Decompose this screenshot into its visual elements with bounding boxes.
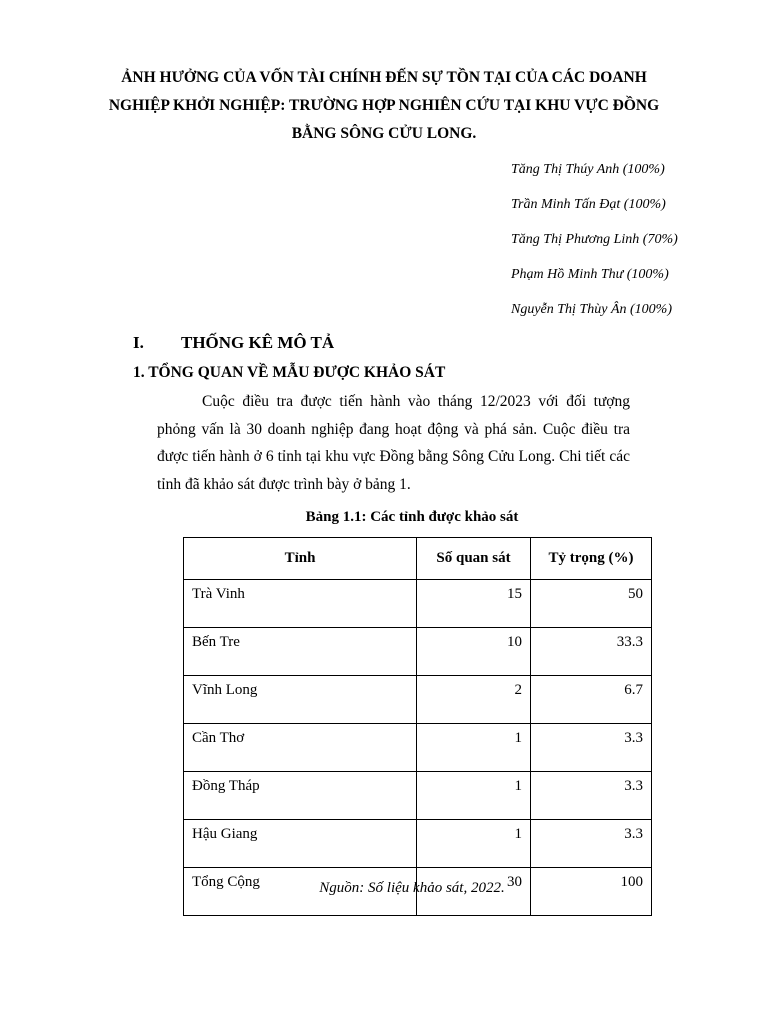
table-row: [184, 724, 652, 772]
cell-observations: 1: [417, 772, 531, 820]
table-row: [184, 676, 652, 724]
body-paragraph: Cuộc điều tra được tiến hành vào tháng 12/2023 với đối tượng phỏng vấn là 30 doanh nghiệp đang hoạt động và phá sản. Cuộc điều tra được tiến hành ở 6 tỉnh tại khu vực Đồng bằng Sông Cửu Long. Chi tiết các tỉnh đã khảo sát được trình bày ở bảng 1.: [157, 393, 630, 493]
table-row: [184, 820, 652, 868]
cell-observations: 2: [417, 676, 531, 724]
cell-province: Cần Thơ: [184, 724, 417, 772]
author-name: Trần Minh Tấn Đạt (100%): [511, 197, 666, 212]
section-number: I.: [133, 333, 144, 352]
cell-share: 50: [531, 580, 652, 628]
table-source-note: Nguồn: Số liệu khảo sát, 2022.: [319, 880, 505, 896]
subsection-heading: 1. TỔNG QUAN VỀ MẪU ĐƯỢC KHẢO SÁT: [133, 364, 446, 381]
section-heading: [133, 333, 334, 353]
document-title: ẢNH HƯỞNG CỦA VỐN TÀI CHÍNH ĐẾN SỰ TỒN TẠI CỦA CÁC DOANH NGHIỆP KHỞI NGHIỆP: TRƯỜNG HỢP NGHIÊN CỨU TẠI KHU VỰC ĐỒNG BẰNG SÔNG CỬU LONG.: [108, 69, 660, 142]
cell-share: 100: [531, 868, 652, 916]
column-header-share: Tỷ trọng (%): [531, 538, 652, 580]
table-header-row: [184, 538, 652, 580]
author-list: [511, 156, 678, 331]
cell-share: 33.3: [531, 628, 652, 676]
cell-observations: 15: [417, 580, 531, 628]
survey-table: [183, 537, 652, 916]
cell-province: Vĩnh Long: [184, 676, 417, 724]
cell-province: Trà Vinh: [184, 580, 417, 628]
cell-province: Hậu Giang: [184, 820, 417, 868]
table-row: [184, 580, 652, 628]
cell-share: 3.3: [531, 724, 652, 772]
cell-province: Đồng Tháp: [184, 772, 417, 820]
cell-observations: 1: [417, 820, 531, 868]
column-header-observations: Số quan sát: [417, 538, 531, 580]
author-name: Phạm Hồ Minh Thư (100%): [511, 267, 669, 282]
cell-observations: 1: [417, 724, 531, 772]
column-header-province: Tỉnh: [184, 538, 417, 580]
cell-observations: 30: [417, 868, 531, 916]
author-name: Tăng Thị Phương Linh (70%): [511, 232, 678, 247]
author-name: Tăng Thị Thúy Anh (100%): [511, 162, 665, 177]
cell-share: 6.7: [531, 676, 652, 724]
table-row: [184, 628, 652, 676]
cell-share: 3.3: [531, 772, 652, 820]
table-caption: Bảng 1.1: Các tỉnh được khảo sát: [305, 509, 519, 525]
author-name: Nguyễn Thị Thùy Ân (100%): [511, 302, 672, 317]
cell-province: Bến Tre: [184, 628, 417, 676]
cell-province: Tổng Cộng: [184, 868, 417, 916]
table-row: [184, 772, 652, 820]
cell-share: 3.3: [531, 820, 652, 868]
cell-observations: 10: [417, 628, 531, 676]
section-title: THỐNG KÊ MÔ TẢ: [181, 333, 335, 352]
